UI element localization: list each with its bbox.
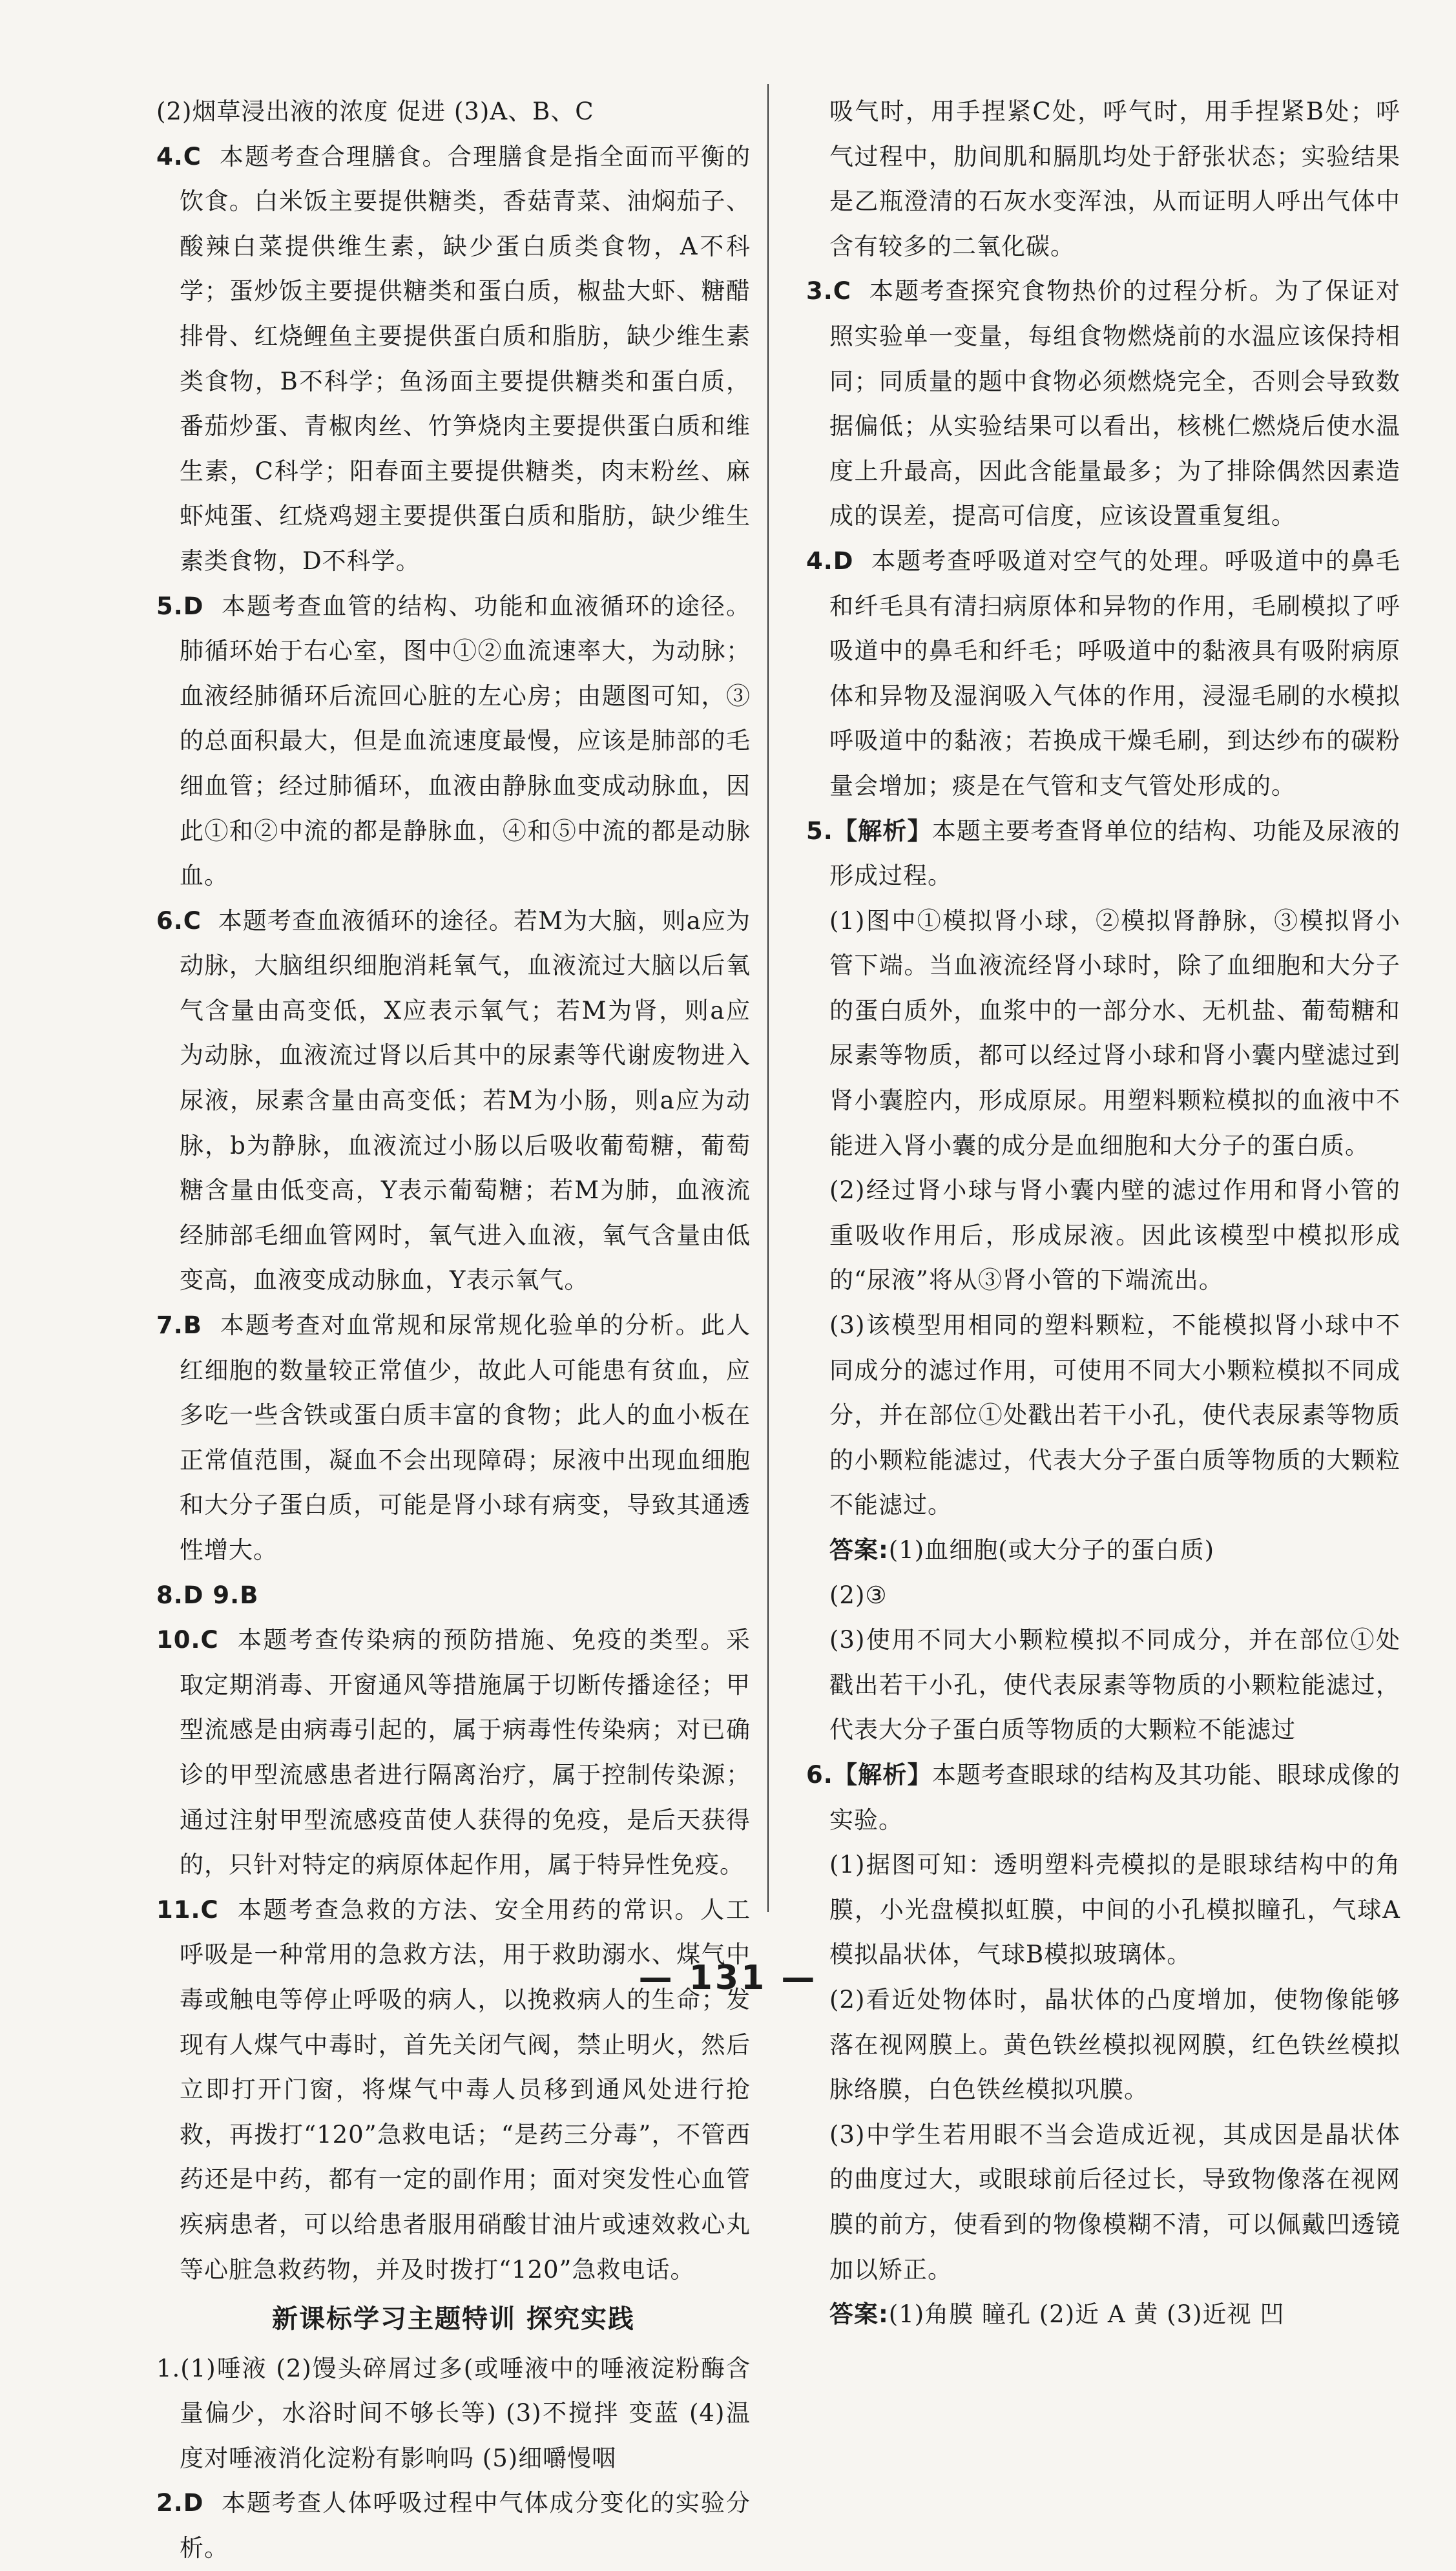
answer-line bbox=[806, 2292, 1400, 2337]
question-text: 本题考查人体呼吸过程中气体成分变化的实验分析。 bbox=[180, 2489, 751, 2563]
question-2-continued: 吸气时，用手捏紧C处，呼气时，用手捏紧B处；呼气过程中，肋间肌和膈肌均处于舒张状态；实验结果是乙瓶澄清的石灰水变浑浊，从而证明人呼出气体中含有较多的二氧化碳。 bbox=[829, 98, 1400, 260]
question-6 bbox=[806, 1753, 1400, 1842]
left-column bbox=[156, 89, 751, 2571]
answer-label: 答案: bbox=[829, 2300, 889, 2329]
right-column bbox=[806, 89, 1400, 2337]
question-4 bbox=[806, 539, 1400, 809]
answer-line: (2)③ bbox=[829, 1581, 888, 1609]
question-text: 本题考查急救的方法、安全用药的常识。人工呼吸是一种常用的急救方法，用于救助溺水、煤气中毒或触电等停止呼吸的病人，以挽救病人的生命；发现有人煤气中毒时，首先关闭气阀，禁止明火，然后立即打开门窗，将煤气中毒人员移到通风处进行抢救，再拨打“120”急救电话；“是药三分毒”，不管西药还是中药，都有一定的副作用；面对突发性心血管疾病患者，可以给患者服用硝酸甘油片或速效救心丸等心脏急救药物，并及时拨打“120”急救电话。 bbox=[180, 1895, 751, 2284]
question-label: 6.C bbox=[156, 906, 202, 935]
question-7 bbox=[156, 1303, 751, 1573]
question-10 bbox=[156, 1618, 751, 1888]
answer-line bbox=[806, 1528, 1400, 1573]
question-label: 5.D bbox=[156, 592, 204, 620]
question-label: 7.B bbox=[156, 1311, 203, 1340]
question-text: 本题考查眼球的结构及其功能、眼球成像的实验。 bbox=[829, 1760, 1400, 1834]
analysis-paragraph: (3)该模型用相同的塑料颗粒，不能模拟肾小球中不同成分的滤过作用，可使用不同大小颗粒模拟不同成分，并在部位①处戳出若干小孔，使代表尿素等物质的小颗粒能滤过，代表大分子蛋白质等物质的大颗粒不能滤过。 bbox=[829, 1311, 1400, 1519]
question-text: 本题主要考查肾单位的结构、功能及尿液的形成过程。 bbox=[829, 817, 1400, 890]
question-label: 4.D bbox=[806, 546, 854, 575]
question-5 bbox=[156, 584, 751, 899]
question-label: 3.C bbox=[806, 277, 851, 306]
answer-text: (1)角膜 瞳孔 (2)近 A 黄 (3)近视 凹 bbox=[888, 2300, 1285, 2329]
section-question-1: 1.(1)唾液 (2)馒头碎屑过多(或唾液中的唾液淀粉酶含量偏少，水浴时间不够长等) (3)不搅拌 变蓝 (4)温度对唾液消化淀粉有影响吗 (5)细嚼慢咽 bbox=[156, 2354, 751, 2472]
question-3 bbox=[806, 269, 1400, 539]
question-label: 6.【解析】 bbox=[806, 1760, 932, 1789]
answer-label: 答案: bbox=[829, 1536, 889, 1564]
question-8-9: 8.D 9.B bbox=[156, 1581, 259, 1609]
analysis-paragraph: (2)看近处物体时，晶状体的凸度增加，使物像能够落在视网膜上。黄色铁丝模拟视网膜，红色铁丝模拟脉络膜，白色铁丝模拟巩膜。 bbox=[829, 1985, 1400, 2104]
question-label: 11.C bbox=[156, 1895, 219, 1924]
answer-text: (1)血细胞(或大分子的蛋白质) bbox=[888, 1536, 1215, 1564]
section-title: 新课标学习主题特训 探究实践 bbox=[272, 2304, 635, 2335]
question-label: 2.D bbox=[156, 2489, 204, 2517]
question-text: 本题考查合理膳食。合理膳食是指全面而平衡的饮食。白米饭主要提供糖类，香菇青菜、油焖茄子、酸辣白菜提供维生素，缺少蛋白质类食物，A不科学；蛋炒饭主要提供糖类和蛋白质，椒盐大虾、糖醋排骨、红烧鲤鱼主要提供蛋白质和脂肪，缺少维生素类食物，B不科学；鱼汤面主要提供糖类和蛋白质，番茄炒蛋、青椒肉丝、竹笋烧肉主要提供蛋白质和维生素，C科学；阳春面主要提供糖类，肉末粉丝、麻虾炖蛋、红烧鸡翅主要提供蛋白质和脂肪，缺少维生素类食物，D不科学。 bbox=[180, 142, 751, 575]
question-text: 本题考查对血常规和尿常规化验单的分析。此人红细胞的数量较正常值少，故此人可能患有贫血，应多吃一些含铁或蛋白质丰富的食物；此人的血小板在正常值范围，凝血不会出现障碍；尿液中出现血细胞和大分子蛋白质，可能是肾小球有病变，导致其通透性增大。 bbox=[180, 1311, 751, 1564]
answer-line: (3)使用不同大小颗粒模拟不同成分，并在部位①处戳出若干小孔，使代表尿素等物质的小颗粒能滤过，代表大分子蛋白质等物质的大颗粒不能滤过 bbox=[829, 1626, 1400, 1744]
analysis-paragraph: (1)据图可知：透明塑料壳模拟的是眼球结构中的角膜，小光盘模拟虹膜，中间的小孔模拟瞳孔，气球A模拟晶状体，气球B模拟玻璃体。 bbox=[829, 1851, 1400, 1969]
analysis-paragraph: (3)中学生若用眼不当会造成近视，其成因是晶状体的曲度过大，或眼球前后径过长，导致物像落在视网膜的前方，使看到的物像模糊不清，可以佩戴凹透镜加以矫正。 bbox=[829, 2120, 1400, 2284]
question-text: 本题考查血管的结构、功能和血液循环的途径。肺循环始于右心室，图中①②血流速率大，为动脉；血液经肺循环后流回心脏的左心房；由题图可知，③的总面积最大，但是血流速度最慢，应该是肺部的毛细血管；经过肺循环，血液由静脉血变成动脉血，因此①和②中流的都是静脉血，④和⑤中流的都是动脉血。 bbox=[180, 592, 751, 890]
question-label: 5.【解析】 bbox=[806, 817, 932, 845]
question-text: 本题考查探究食物热价的过程分析。为了保证对照实验单一变量，每组食物燃烧前的水温应该保持相同；同质量的题中食物必须燃烧完全，否则会导致数据偏低；从实验结果可以看出，核桃仁燃烧后使水温度上升最高，因此含能量最多；为了排除偶然因素造成的误差，提高可信度，应该设置重复组。 bbox=[829, 277, 1400, 530]
question-text: 本题考查呼吸道对空气的处理。呼吸道中的鼻毛和纤毛具有清扫病原体和异物的作用，毛刷模拟了呼吸道中的鼻毛和纤毛；呼吸道中的黏液具有吸附病原体和异物及湿润吸入气体的作用，浸湿毛刷的水模拟呼吸道中的黏液；若换成干燥毛刷，到达纱布的碳粉量会增加；痰是在气管和支气管处形成的。 bbox=[829, 546, 1400, 800]
question-4 bbox=[156, 134, 751, 584]
analysis-paragraph: (1)图中①模拟肾小球，②模拟肾静脉，③模拟肾小管下端。当血液流经肾小球时，除了血细胞和大分子的蛋白质外，血浆中的一部分水、无机盐、葡萄糖和尿素等物质，都可以经过肾小球和肾小囊内壁滤过到肾小囊腔内，形成原尿。用塑料颗粒模拟的血液中不能进入肾小囊的成分是血细胞和大分子的蛋白质。 bbox=[829, 906, 1400, 1160]
question-text: 本题考查血液循环的途径。若M为大脑，则a应为动脉，大脑组织细胞消耗氧气，血液流过大脑以后氧气含量由高变低，X应表示氧气；若M为肾，则a应为动脉，血液流过肾以后其中的尿素等代谢废物进入尿液，尿素含量由高变低；若M为小肠，则a应为动脉，b为静脉，血液流过小肠以后吸收葡萄糖，葡萄糖含量由低变高，Y表示葡萄糖；若M为肺，血液流经肺部毛细血管网时，氧气进入血液，氧气含量由低变高，血液变成动脉血，Y表示氧气。 bbox=[180, 906, 751, 1295]
section-question-2 bbox=[156, 2481, 751, 2570]
question-6 bbox=[156, 899, 751, 1303]
column-divider bbox=[767, 84, 769, 1912]
question-label: 10.C bbox=[156, 1626, 219, 1654]
question-label: 4.C bbox=[156, 142, 202, 171]
question-text: 本题考查传染病的预防措施、免疫的类型。采取定期消毒、开窗通风等措施属于切断传播途径；甲型流感是由病毒引起的，属于病毒性传染病；对已确诊的甲型流感患者进行隔离治疗，属于控制传染源；通过注射甲型流感疫苗使人获得的免疫，是后天获得的，只针对特定的病原体起作用，属于特异性免疫。 bbox=[180, 1626, 751, 1879]
paragraph: (2)烟草浸出液的浓度 促进 (3)A、B、C bbox=[156, 98, 594, 125]
page-number: — 131 — bbox=[638, 1959, 818, 1997]
question-5 bbox=[806, 809, 1400, 899]
analysis-paragraph: (2)经过肾小球与肾小囊内壁的滤过作用和肾小管的重吸收作用后，形成尿液。因此该模型中模拟形成的“尿液”将从③肾小管的下端流出。 bbox=[829, 1176, 1400, 1295]
question-11 bbox=[156, 1888, 751, 2292]
